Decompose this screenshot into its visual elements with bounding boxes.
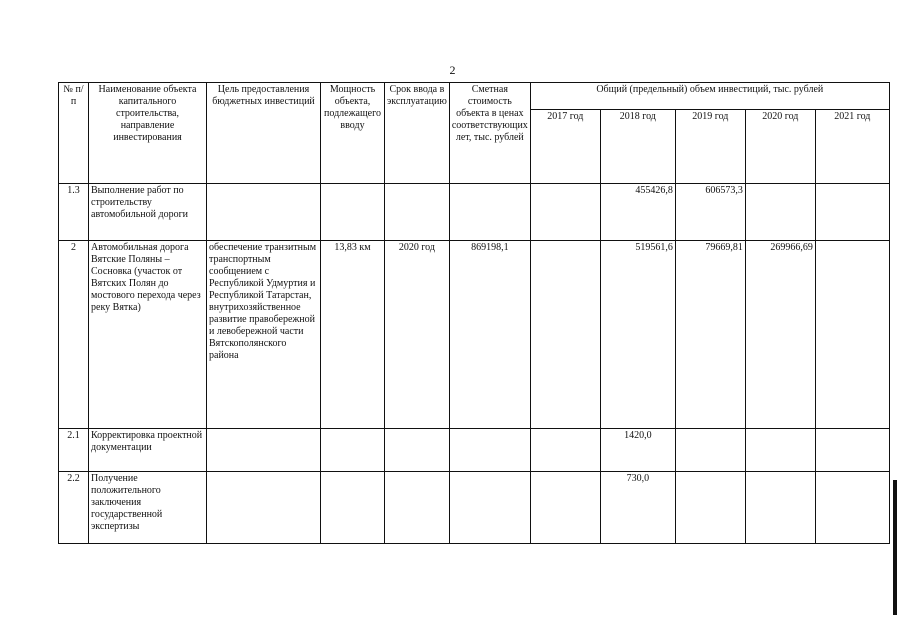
row-2019: 79669,81 <box>675 241 745 429</box>
row-term <box>385 472 450 544</box>
row-term <box>385 429 450 472</box>
row-2018: 455426,8 <box>600 184 675 241</box>
row-2017 <box>530 184 600 241</box>
row-goal <box>207 184 321 241</box>
row-2021 <box>815 429 889 472</box>
row-number: 2.1 <box>59 429 89 472</box>
table-row <box>59 184 890 241</box>
row-cost <box>449 472 530 544</box>
page-number: 2 <box>449 63 456 77</box>
header-year-2021: 2021 год <box>815 110 889 184</box>
row-goal: обеспечение транзитным транспортным сообщением с Республикой Удмуртия и Республикой Татарстан, внутрихозяйственное развитие правобережной и левобережной части Вятскополянского района <box>207 241 321 429</box>
header-year-2020: 2020 год <box>745 110 815 184</box>
row-capacity: 13,83 км <box>321 241 385 429</box>
header-capacity: Мощность объекта, подлежащего вводу <box>321 83 385 184</box>
row-2019: 606573,3 <box>675 184 745 241</box>
header-total-investment: Общий (предельный) объем инвестиций, тыс. рублей <box>530 83 889 110</box>
header-year-2017: 2017 год <box>530 110 600 184</box>
row-capacity <box>321 472 385 544</box>
row-2020 <box>745 472 815 544</box>
row-2021 <box>815 241 889 429</box>
header-object-name: Наименование объекта капитального строительства, направление инвестирования <box>89 83 207 184</box>
row-2021 <box>815 184 889 241</box>
row-goal <box>207 472 321 544</box>
header-goal: Цель предоставления бюджетных инвестиций <box>207 83 321 184</box>
row-2019 <box>675 429 745 472</box>
row-2017 <box>530 241 600 429</box>
row-goal <box>207 429 321 472</box>
row-2018: 1420,0 <box>600 429 675 472</box>
header-number: № п/п <box>59 83 89 184</box>
row-2020 <box>745 429 815 472</box>
row-2018: 519561,6 <box>600 241 675 429</box>
row-object-name: Корректировка проектной документации <box>89 429 207 472</box>
table-row <box>59 241 890 429</box>
table-row <box>59 472 890 544</box>
row-object-name: Получение положительного заключения государственной экспертизы <box>89 472 207 544</box>
investment-table <box>58 82 890 544</box>
row-cost <box>449 429 530 472</box>
header-commission-term: Срок ввода в эксплуатацию <box>385 83 450 184</box>
row-2020 <box>745 184 815 241</box>
row-cost <box>449 184 530 241</box>
row-capacity <box>321 429 385 472</box>
row-capacity <box>321 184 385 241</box>
row-cost: 869198,1 <box>449 241 530 429</box>
header-year-2019: 2019 год <box>675 110 745 184</box>
row-number: 2.2 <box>59 472 89 544</box>
row-number: 1.3 <box>59 184 89 241</box>
row-number: 2 <box>59 241 89 429</box>
row-2020: 269966,69 <box>745 241 815 429</box>
row-term: 2020 год <box>385 241 450 429</box>
row-object-name: Выполнение работ по строительству автомобильной дороги <box>89 184 207 241</box>
header-estimated-cost: Сметная стоимость объекта в ценах соответствующих лет, тыс. рублей <box>449 83 530 184</box>
row-term <box>385 184 450 241</box>
row-2017 <box>530 472 600 544</box>
row-2021 <box>815 472 889 544</box>
table-row <box>59 429 890 472</box>
row-2018: 730,0 <box>600 472 675 544</box>
header-year-2018: 2018 год <box>600 110 675 184</box>
row-2019 <box>675 472 745 544</box>
scan-edge-mark <box>893 480 897 615</box>
row-2017 <box>530 429 600 472</box>
row-object-name: Автомобильная дорога Вятские Поляны – Сосновка (участок от Вятских Полян до мостового перехода через реку Вятка) <box>89 241 207 429</box>
